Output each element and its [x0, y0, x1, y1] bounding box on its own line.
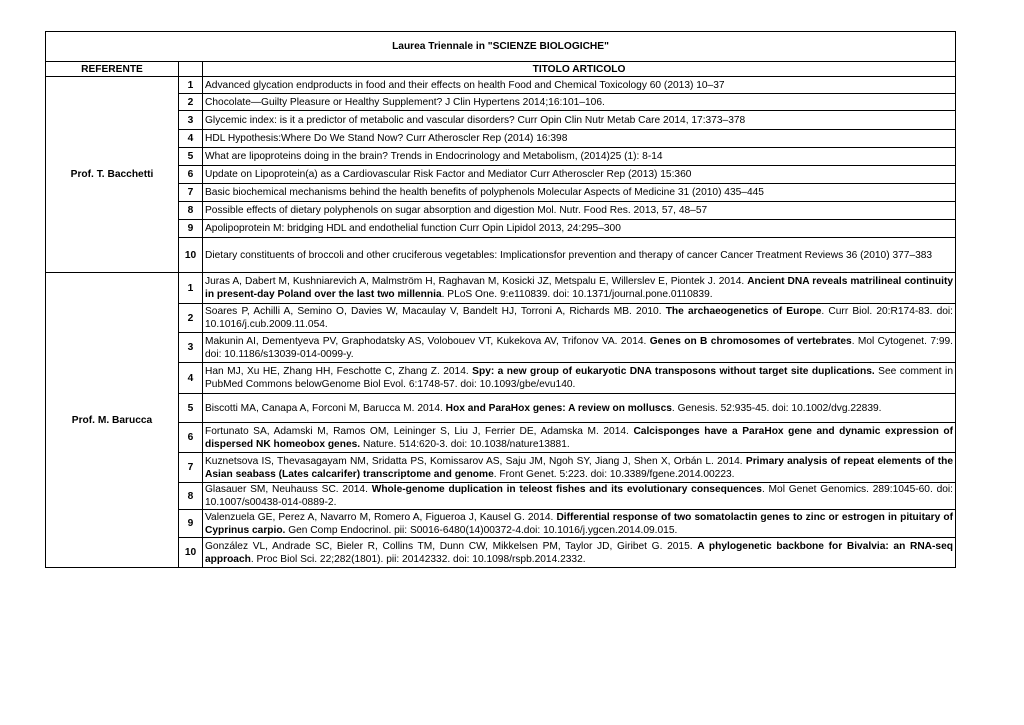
article-number: 8 [179, 483, 203, 510]
citation-source: Gen Comp Endocrinol. pii: S0016-6480(14)00372-4.doi: 10.1016/j.ygcen.2014.09.015. [285, 524, 678, 536]
article-number: 5 [179, 148, 203, 166]
article-number: 5 [179, 394, 203, 423]
citation-text: Basic biochemical mechanisms behind the health benefits of polyphenols Molecular Aspects of Medicine 31 (2010) 435–445 [205, 187, 764, 198]
article-title-cell [203, 220, 956, 238]
spreadsheet-table [45, 31, 956, 568]
article-title-cell [203, 538, 956, 568]
article-row [46, 483, 956, 510]
citation-source: . Mol Genet Genomics. 289:1045-60. doi: 10.1007/s00438-014-0889-2. [205, 484, 954, 508]
citation-text: Apolipoprotein M: bridging HDL and endothelial function Curr Opin Lipidol 2013, 24:295–300 [205, 223, 621, 234]
article-title-cell [203, 77, 956, 94]
article-title-cell [203, 510, 956, 538]
article-number: 2 [179, 94, 203, 111]
article-row [46, 363, 956, 394]
article-number: 9 [179, 510, 203, 538]
title-row [46, 32, 956, 62]
citation-text: Valenzuela GE, Perez A, Navarro M, Romero A, Figueroa J, Kausel G. 2014. [205, 511, 557, 523]
citation-source: . Proc Biol Sci. 22;282(1801). pii: 20142332. doi: 10.1098/rspb.2014.2332. [250, 553, 586, 565]
citation-text: Juras A, Dabert M, Kushniarevich A, Malmström H, Raghavan M, Kosicki JZ, Metspalu E, Willerslev E, Piontek J. 2014. [205, 276, 748, 287]
sheet-title: Laurea Triennale in "SCIENZE BIOLOGICHE" [46, 32, 956, 62]
article-title-cell [203, 423, 956, 453]
article-title-bold: A phylogenetic backbone for Bivalvia: an RNA-seq approach [205, 540, 953, 565]
article-number: 1 [179, 77, 203, 94]
article-title-bold: Whole-genome duplication in teleost fishes and its evolutionary consequences [371, 484, 762, 495]
article-title-bold: Hox and ParaHox genes: A review on molluscs [445, 402, 672, 414]
article-title-bold: Ancient DNA reveals matrilineal continuity in present-day Poland over the last two millennia [205, 276, 953, 300]
article-row [46, 510, 956, 538]
article-title-cell [203, 483, 956, 510]
citation-text: Chocolate—Guilty Pleasure or Healthy Supplement? J Clin Hypertens 2014;16:101–106. [205, 96, 605, 108]
article-number: 7 [179, 453, 203, 483]
citation-text: Biscotti MA, Canapa A, Forconi M, Barucca M. 2014. [205, 402, 446, 414]
article-row [46, 273, 956, 304]
article-row [46, 77, 956, 94]
header-row [46, 62, 956, 77]
article-row [46, 238, 956, 273]
article-row [46, 538, 956, 568]
article-title-bold: Primary analysis of repeat elements of the Asian seabass (Lates calcarifer) transcriptome and genome [205, 455, 953, 480]
article-number: 3 [179, 111, 203, 130]
citation-text: Dietary constituents of broccoli and other cruciferous vegetables: Implicationsfor prevention and therapy of cancer Cancer Treatment Reviews 36 (2010) 377–383 [205, 249, 933, 261]
article-title-cell [203, 304, 956, 333]
article-row [46, 423, 956, 453]
article-title-bold: Spy: a new group of eukaryotic DNA transposons without target site duplications. [472, 366, 875, 377]
article-number: 1 [179, 273, 203, 304]
article-number: 6 [179, 166, 203, 184]
article-row [46, 130, 956, 148]
article-row [46, 111, 956, 130]
article-number: 6 [179, 423, 203, 453]
article-row [46, 453, 956, 483]
citation-text: Makunin AI, Dementyeva PV, Graphodatsky AS, Volobouev VT, Kukekova AV, Trifonov VA. 2014. [205, 335, 650, 347]
article-row [46, 333, 956, 363]
article-title-cell [203, 111, 956, 130]
article-number: 4 [179, 130, 203, 148]
article-number: 7 [179, 184, 203, 202]
article-number: 10 [179, 538, 203, 568]
article-title-bold: Differential response of two somatolactin genes to zinc or estrogen in pituitary of Cyprinus carpio. [205, 511, 953, 536]
citation-text: Update on Lipoprotein(a) as a Cardiovascular Risk Factor and Mediator Curr Atheroscler Rep (2013) 15:360 [205, 169, 692, 180]
article-row [46, 202, 956, 220]
citation-text: Glycemic index: is it a predictor of metabolic and vascular disorders? Curr Opin Clin Nutr Metab Care 2014, 17:373–378 [205, 114, 746, 126]
header-number [179, 62, 203, 77]
article-title-bold: Genes on B chromosomes of vertebrates [649, 335, 852, 347]
citation-text: HDL Hypothesis:Where Do We Stand Now? Curr Atheroscler Rep (2014) 16:398 [205, 133, 568, 144]
referente-cell: Prof. M. Barucca [46, 273, 179, 568]
article-title-cell [203, 94, 956, 111]
article-title-cell [203, 184, 956, 202]
referente-cell: Prof. T. Bacchetti [46, 77, 179, 273]
article-number: 10 [179, 238, 203, 273]
article-number: 9 [179, 220, 203, 238]
article-row [46, 220, 956, 238]
article-title-bold: The archaeogenetics of Europe [665, 306, 822, 317]
article-title-cell [203, 453, 956, 483]
citation-text: Glasauer SM, Neuhauss SC. 2014. [205, 484, 372, 495]
article-number: 8 [179, 202, 203, 220]
article-row [46, 148, 956, 166]
citation-source: . Curr Biol. 20:R174-83. doi: 10.1016/j.cub.2009.11.054. [205, 306, 954, 330]
article-number: 3 [179, 333, 203, 363]
article-title-cell [203, 394, 956, 423]
article-title-cell [203, 363, 956, 394]
citation-source: . Mol Cytogenet. 7:99. doi: 10.1186/s13039-014-0099-y. [205, 335, 953, 360]
article-row [46, 166, 956, 184]
header-referente: REFERENTE [46, 62, 179, 77]
article-title-cell [203, 273, 956, 304]
citation-text: What are lipoproteins doing in the brain? Trends in Endocrinology and Metabolism, (2014)25 (1): 8-14 [205, 151, 663, 162]
citation-text: Kuznetsova IS, Thevasagayam NM, Sridatta PS, Komissarov AS, Saju JM, Ngoh SY, Jiang J, Shen X, Orbán L. 2014. [205, 455, 746, 467]
article-row [46, 94, 956, 111]
article-row [46, 394, 956, 423]
citation-text: Han MJ, Xu HE, Zhang HH, Feschotte C, Zhang Z. 2014. [205, 366, 473, 377]
citation-text: Possible effects of dietary polyphenols on sugar absorption and digestion Mol. Nutr. Food Res. 2013, 57, 48–57 [205, 205, 708, 216]
article-title-bold: Calcisponges have a ParaHox gene and dynamic expression of dispersed NK homeobox genes. [205, 425, 953, 450]
citation-source: Nature. 514:620-3. doi: 10.1038/nature13881. [360, 438, 570, 450]
citation-text: Advanced glycation endproducts in food and their effects on health Food and Chemical Toxicology 60 (2013) 10–37 [205, 79, 725, 91]
article-title-cell [203, 333, 956, 363]
citation-text: Fortunato SA, Adamski M, Ramos OM, Leininger S, Liu J, Ferrier DE, Adamska M. 2014. [205, 425, 634, 437]
article-number: 4 [179, 363, 203, 394]
citation-source: . PLoS One. 9:e110839. doi: 10.1371/journal.pone.0110839. [441, 289, 713, 300]
citation-text: Soares P, Achilli A, Semino O, Davies W, Macaulay V, Bandelt HJ, Torroni A, Richards MB. 2010. [205, 306, 666, 317]
article-title-cell [203, 130, 956, 148]
citation-source: . Front Genet. 5:223. doi: 10.3389/fgene.2014.00223. [493, 468, 735, 480]
article-title-cell [203, 238, 956, 273]
article-row [46, 184, 956, 202]
article-title-cell [203, 202, 956, 220]
article-title-cell [203, 148, 956, 166]
article-row [46, 304, 956, 333]
citation-text: González VL, Andrade SC, Bieler R, Collins TM, Dunn CW, Mikkelsen PM, Taylor JD, Giribet G. 2015. [205, 540, 698, 552]
header-titolo: TITOLO ARTICOLO [203, 62, 956, 77]
article-title-cell [203, 166, 956, 184]
citation-source: . Genesis. 52:935-45. doi: 10.1002/dvg.22839. [671, 402, 882, 414]
article-number: 2 [179, 304, 203, 333]
citation-source: See comment in PubMed Commons belowGenome Biol Evol. 6:1748-57. doi: 10.1093/gbe/evu140. [205, 366, 953, 390]
